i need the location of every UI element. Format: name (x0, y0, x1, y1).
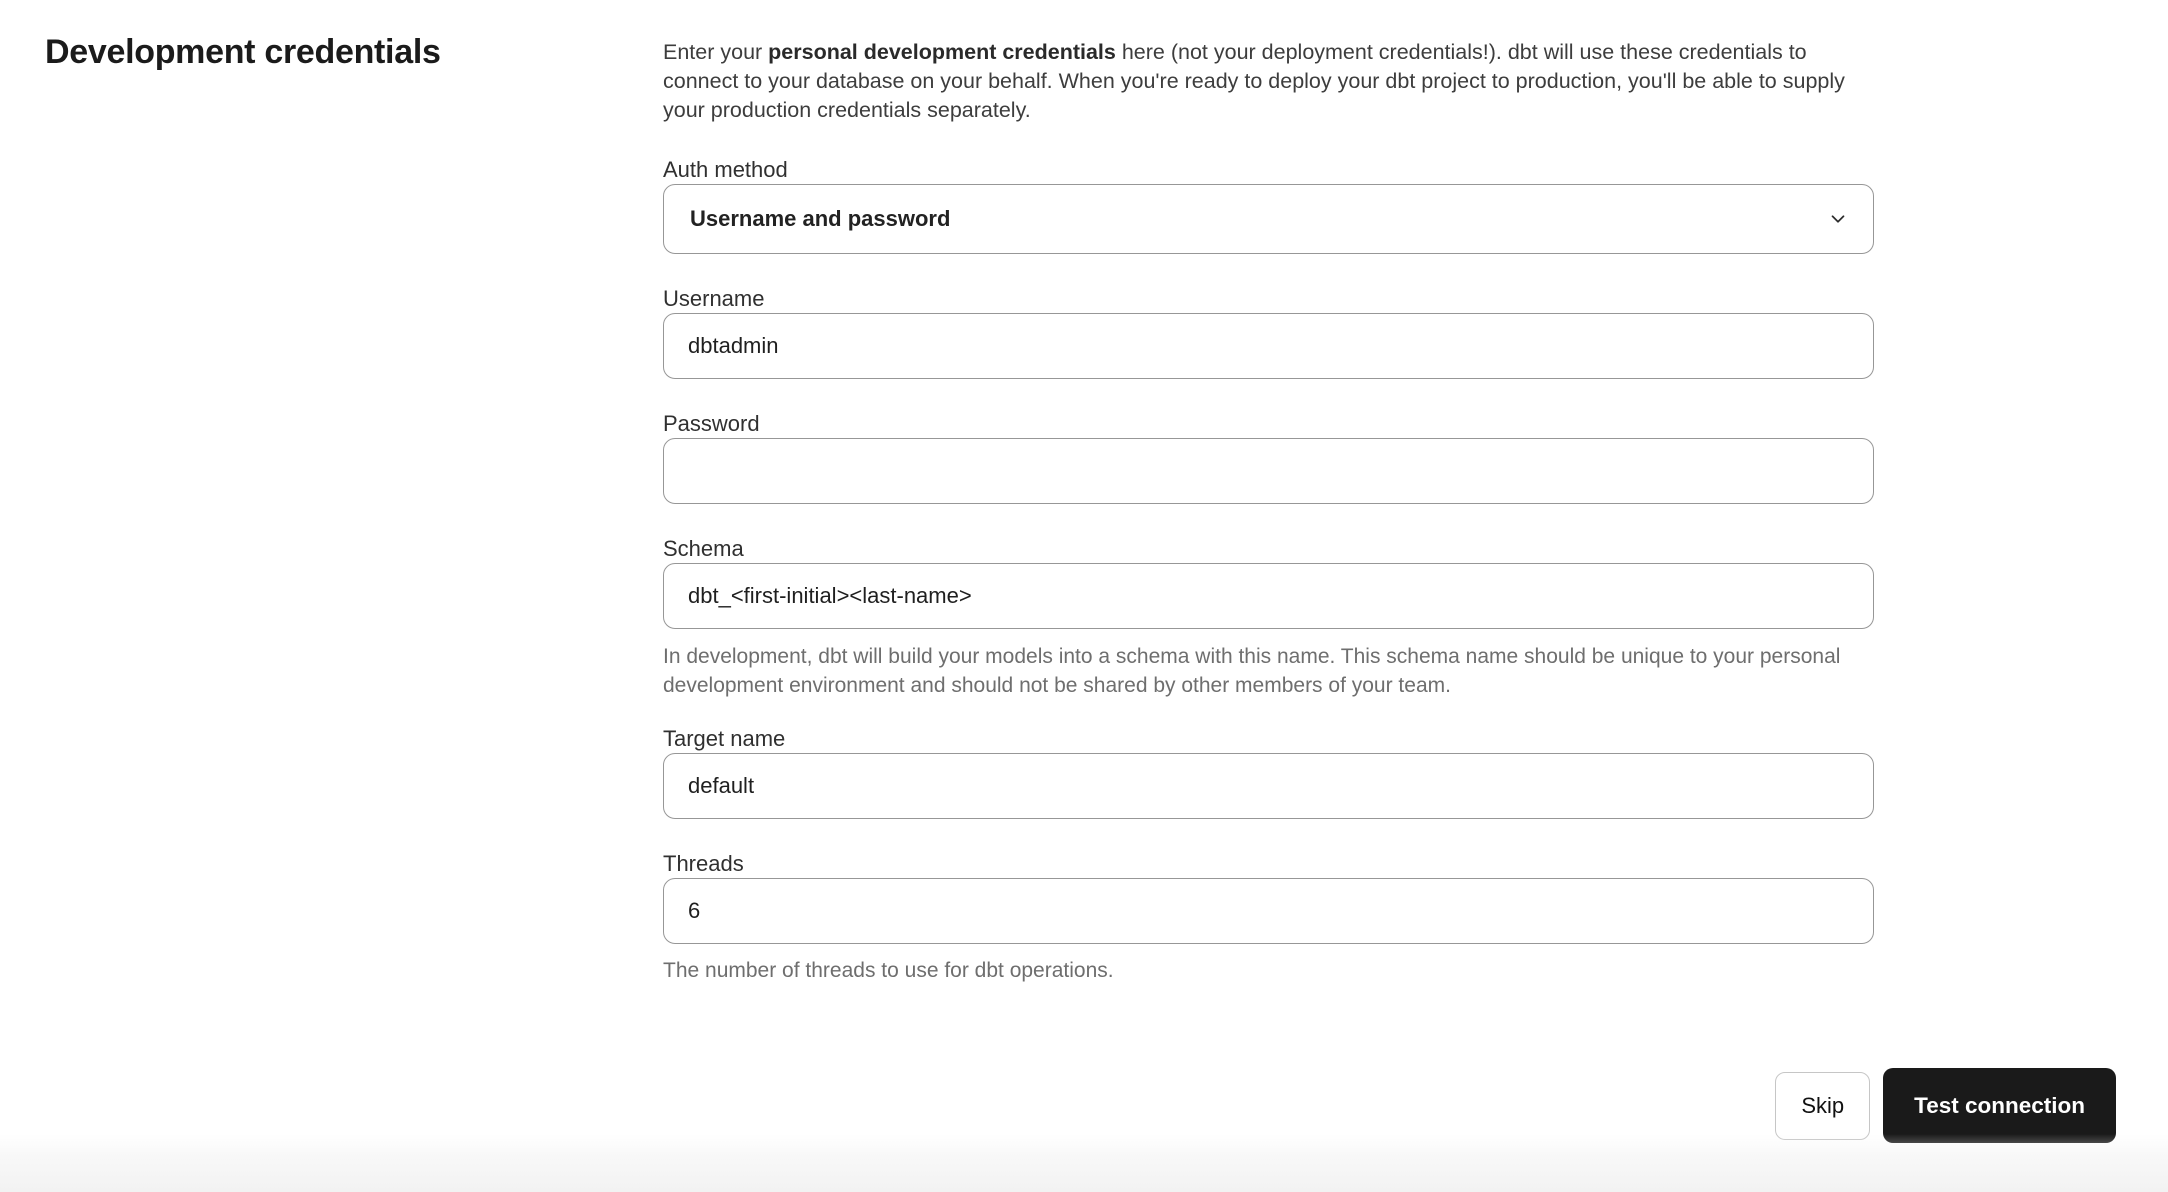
chevron-down-icon (1827, 208, 1849, 230)
threads-help-text: The number of threads to use for dbt operations. (663, 959, 1114, 982)
test-connection-button[interactable]: Test connection (1883, 1068, 2116, 1143)
schema-label: Schema (663, 536, 744, 561)
password-input[interactable] (663, 438, 1874, 504)
auth-method-label: Auth method (663, 157, 788, 182)
page-title: Development credentials (45, 33, 441, 71)
auth-method-select[interactable] (663, 184, 1874, 254)
target-name-input[interactable] (663, 753, 1874, 819)
footer-actions (1775, 1068, 2116, 1143)
password-label: Password (663, 411, 760, 436)
username-input[interactable] (663, 313, 1874, 379)
description-text-bold: personal development credentials (768, 40, 1116, 64)
target-name-field-group (663, 724, 1874, 819)
target-name-label: Target name (663, 726, 786, 751)
description-text-end: here (not your deployment credentials!). dbt will use these credentials to connect to your database on your behalf. When you're ready to deploy your dbt project to production, you'll be able to supply your production credentials separately. (663, 40, 1845, 122)
credentials-form (663, 38, 1874, 985)
threads-field-group (663, 849, 1874, 985)
password-field-group (663, 409, 1874, 504)
schema-input[interactable] (663, 563, 1874, 629)
auth-method-field-group (663, 155, 1874, 254)
schema-help-text: In development, dbt will build your models into a schema with this name. This schema name should be unique to your personal development environment and should not be shared by other members of your team. (663, 645, 1841, 697)
schema-field-group (663, 534, 1874, 700)
username-label: Username (663, 286, 765, 311)
username-field-group (663, 284, 1874, 379)
page-description (663, 38, 1874, 125)
threads-label: Threads (663, 851, 744, 876)
skip-button[interactable]: Skip (1775, 1072, 1870, 1140)
description-text-start: Enter your (663, 40, 769, 64)
threads-input[interactable] (663, 878, 1874, 944)
auth-method-selected-value: Username and password (690, 206, 951, 231)
